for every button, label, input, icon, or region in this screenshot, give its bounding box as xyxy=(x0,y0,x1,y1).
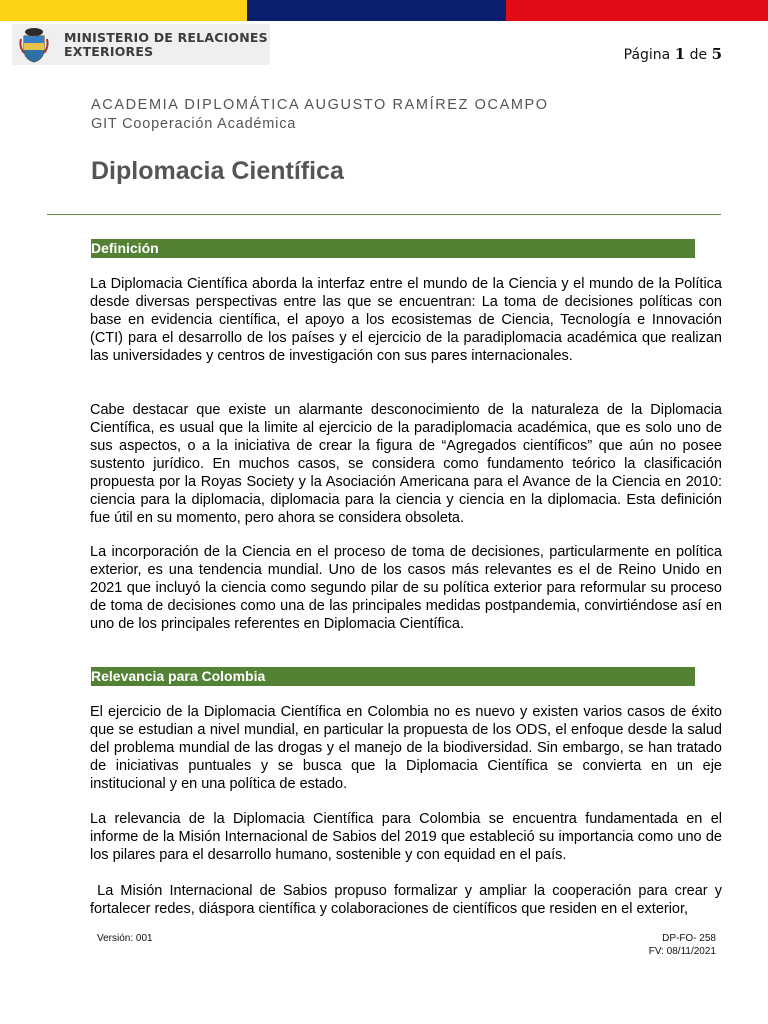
paragraph: La Diplomacia Científica aborda la interfaz entre el mundo de la Ciencia y el mundo de la Política desde diversas perspectivas entre las que se encuentran: La toma de decisiones políticas con base en evidencia científica, el apoyo a los ecosistemas de Ciencia, Tecnología e Innovación (CTI) para el desarrollo de los países y el ejercicio de la paradiplomacia académica que realizan las universidades y centros de investigación con sus pares internacionales. xyxy=(90,276,722,364)
footer-form-code: DP-FO- 258 xyxy=(662,933,716,944)
flag-stripe-blue xyxy=(247,0,506,21)
ministry-name xyxy=(64,31,268,59)
paragraph: Cabe destacar que existe un alarmante desconocimiento de la naturaleza de la Diplomacia Científica, es usual que la limite al ejercicio de la paradiplomacia académica, que es solo uno de sus aspectos, o a la iniciativa de crear la figura de “Agregados científicos” que aún no posee sustento jurídico. En muchos casos, se considera como fundamento teórico la clasificación propuesta por la Royas Society y la Asociación Americana para el Avance de la Ciencia en 2010: ciencia para la diplomacia, diplomacia para la ciencia y ciencia en la diplomacia. Esta definición fue útil en su momento, pero ahora se considera obsoleta. xyxy=(90,402,722,526)
page-current: 1 xyxy=(674,45,686,63)
footer-form-info xyxy=(649,933,716,958)
page-indicator xyxy=(624,45,722,63)
document-title: Diplomacia Científica xyxy=(91,157,344,185)
flag-stripe-yellow xyxy=(0,0,247,21)
page-of: de xyxy=(689,47,708,63)
title-divider xyxy=(47,214,721,215)
page-label: Página xyxy=(623,47,671,63)
page-total: 5 xyxy=(711,45,722,63)
paragraph: La Misión Internacional de Sabios propuso formalizar y ampliar la cooperación para crear y fortalecer redes, diáspora científica y colaboraciones de científicos que residen en el exterior, xyxy=(90,883,727,917)
section-heading-relevance: Relevancia para Colombia xyxy=(91,667,695,686)
paragraph: El ejercicio de la Diplomacia Científica en Colombia no es nuevo y existen varios casos de éxito que se estudian a nivel mundial, en particular la propuesta de los ODS, el enfoque desde la salud del problema mundial de las drogas y el manejo de la biodiversidad. Sin embargo, se han tratado de iniciativas puntuales y se busca que la Diplomacia Científica se convierta en un eje institucional y en una política de estado. xyxy=(90,704,722,792)
coat-of-arms-icon xyxy=(19,27,49,63)
footer-version: Versión: 001 xyxy=(97,933,153,944)
academy-name: ACADEMIA DIPLOMÁTICA AUGUSTO RAMÍREZ OCAMPO xyxy=(91,97,549,113)
paragraph: La relevancia de la Diplomacia Científica para Colombia se encuentra fundamentada en el informe de la Misión Internacional de Sabios del 2019 que estableció su importancia como uno de los pilares para el desarrollo humano, sostenible y con equidad en el país. xyxy=(90,811,722,863)
unit-name: GIT Cooperación Académica xyxy=(91,116,297,132)
ministry-logo xyxy=(12,24,270,65)
section-heading-definition: Definición xyxy=(91,239,695,258)
footer-form-date: FV: 08/11/2021 xyxy=(648,945,716,957)
flag-stripe-red xyxy=(506,0,768,21)
ministry-name-line-1: MINISTERIO DE RELACIONES xyxy=(64,30,268,45)
ministry-name-line-2: EXTERIORES xyxy=(64,44,154,59)
paragraph: La incorporación de la Ciencia en el proceso de toma de decisiones, particularmente en política exterior, es una tendencia mundial. Uno de los casos más relevantes es el de Reino Unido en 2021 que incluyó la ciencia como segundo pilar de su política exterior para reformular su proceso de toma de decisiones como una de las principales medidas postpandemia, convirtiéndose así en uno de los principales referentes en Diplomacia Científica. xyxy=(90,544,722,632)
